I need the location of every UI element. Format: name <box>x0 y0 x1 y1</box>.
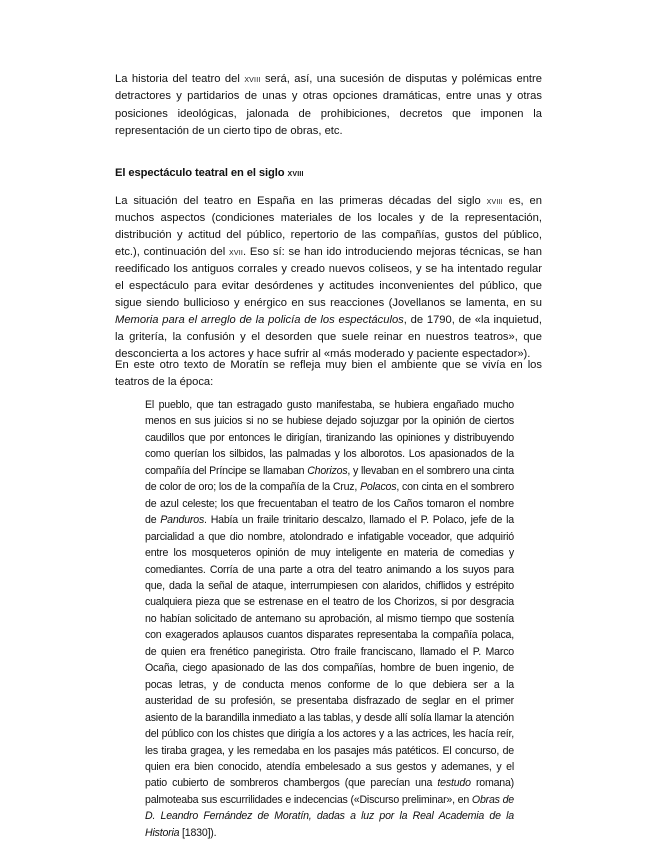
italic-text-run: Polacos <box>360 481 397 494</box>
block-quote <box>145 397 514 841</box>
text-run: , de 1790, de «la inquietud, la gritería, la confusión y el desorden que suele reinar en nuestros teatros», que desconcierta a los actores y hace sufrir al «más moderado y paciente espectador»). <box>115 314 542 360</box>
quote-introduction <box>115 357 542 392</box>
text-run: será, así, una sucesión de disputas y polémicas entre detractores y partidarios de unas y otras opciones dramáticas, entre unas y otras posiciones ideológicas, jalonada de prohibiciones, decretos que imponen la representación de un cierto tipo de obras, etc. <box>115 73 542 138</box>
intro-paragraph <box>115 71 542 141</box>
text-run: , con cinta en el sombrero de azul celeste; los que frecuentaban el teatro de los Caños tomaron el nombre de <box>145 481 514 527</box>
body-paragraph <box>115 193 542 363</box>
text-run: [1830]). <box>179 826 217 839</box>
text-run: . Eso sí: se han ido introduciendo mejoras técnicas, se han reedificado los antiguos corrales y creado nuevos coliseos, y se ha intentado regular el espectáculo para evitar desórdenes y actitudes inconvenientes del público, que sigue siendo bullicioso y enérgico en sus reacciones (Jovellanos se lamenta, en su <box>115 246 542 309</box>
text-run: El pueblo, que tan estragado gusto manifestaba, se hubiera engañado mucho menos en sus juicios si no se hubiese dejado sojuzgar por la opinión de ciertos caudillos que por entonces le dirigían, tiranizando las opiniones y distribuyendo como querían los silbidos, las palmadas y los alborotos. Los apasionados de la compañía del Príncipe se llamaban <box>145 399 514 477</box>
small-caps-run: xvii <box>228 247 243 258</box>
section-heading <box>115 167 304 179</box>
text-run: El espectáculo teatral en el siglo <box>115 167 288 179</box>
italic-text-run: Panduros <box>160 514 205 527</box>
small-caps-run: xviii <box>244 74 261 85</box>
text-run: . Había un fraile trinitario descalzo, llamado el P. Polaco, jefe de la parcialidad a que dio nombre, atolondrado e infatigable voceador, que adquirió entre los mosqueteros opinión de muy inteligente en materia de comedias y comediantes. Corría de una parte a otra del teatro animando a los suyos para que, dada la señal de ataque, interrumpiesen con alaridos, chiflidos y estrépito cualquiera pieza que se estrenase en el teatro de los Chorizos, si por desgracia no habían solicitado de antemano su aprobación, al mismo tiempo que sostenía con exagerados aplausos cuantos disparates representaba la compañía polaca, de quien era frenético panegirista. Otro fraile franciscano, llamado el P. Marco Ocaña, ciego apasionado de las dos compañías, hombre de buen ingenio, de pocas letras, y de conducta menos conforme de lo que debiera ser a la austeridad de su profesión, se presentaba disfrazado de seglar en el primer asiento de la barandilla inmediato a las tablas, y desde allí solía llamar la atención del público con los chistes que dirigía a los actores y a las actrices, les hacía reír, les tiraba gragea, y les remedaba en los pasajes más patéticos. El concurso, de quien era bien conocido, atendía embelesado a sus gestos y ademanes, y el patio cubierto de sombreros chambergos (que parecían una <box>145 514 514 790</box>
italic-text-run: Memoria para el arreglo de la policía de los espectáculos <box>115 314 404 326</box>
italic-text-run: Obras de D. Leandro Fernández de Moratín, dadas a luz por la Real Academia de la Historia <box>145 793 514 839</box>
text-run: En este otro texto de Moratín se refleja muy bien el ambiente que se vivía en los teatros de la época: <box>115 359 542 389</box>
small-caps-run: xviii <box>486 196 503 207</box>
italic-text-run: Chorizos <box>307 464 348 477</box>
text-run: romana) palmoteaba sus escurrilidades e indecencias («Discurso preliminar», en <box>145 777 514 806</box>
text-run: es, en muchos aspectos (condiciones materiales de los locales y de la representación, distribución y actitud del público, repertorio de las compañías, gustos del público, etc.), continuación del <box>115 195 542 258</box>
text-run: La historia del teatro del <box>115 73 245 85</box>
text-run: , y llevaban en el sombrero una cinta de color de oro; los de la compañía de la Cruz, <box>145 464 514 494</box>
italic-text-run: testudo <box>437 777 471 790</box>
text-run: La situación del teatro en España en las primeras décadas del siglo <box>115 195 487 207</box>
small-caps-run: xviii <box>287 168 304 179</box>
